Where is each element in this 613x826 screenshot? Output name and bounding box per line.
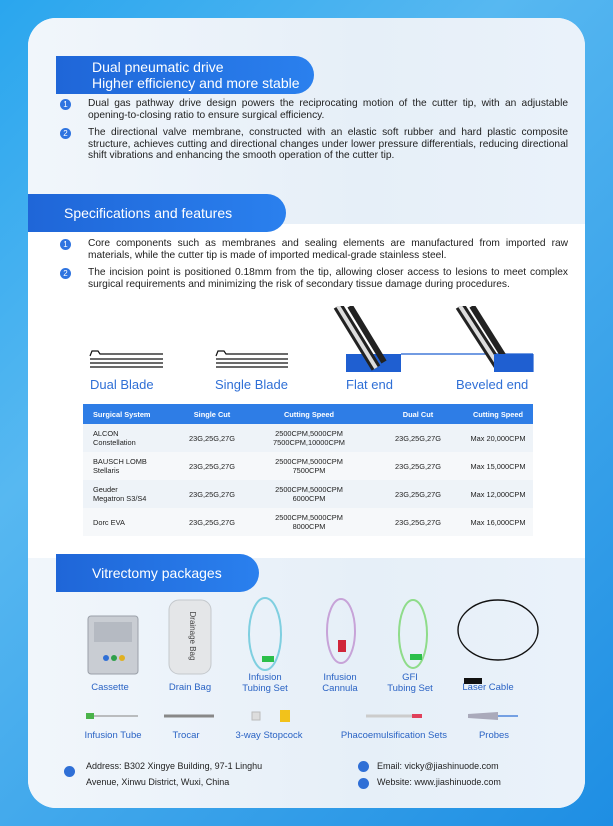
cell-dual: 23G,25G,27G bbox=[373, 424, 463, 452]
pkg-gfi-tubing bbox=[378, 672, 442, 694]
address bbox=[86, 758, 262, 790]
section2-bullets bbox=[60, 238, 568, 296]
stopcock-image bbox=[252, 710, 290, 722]
number-badge: 2 bbox=[60, 268, 71, 279]
label-dual-blade: Dual Blade bbox=[90, 377, 154, 392]
cell-system bbox=[83, 480, 179, 508]
content-card bbox=[28, 18, 585, 808]
section3-title bbox=[56, 554, 259, 592]
website-icon bbox=[358, 778, 369, 789]
pkg-label-line: Drain Bag bbox=[168, 682, 212, 693]
col-header: Surgical System bbox=[83, 404, 179, 424]
website[interactable]: Website: www.jiashinuode.com bbox=[377, 777, 501, 787]
table-row bbox=[83, 424, 533, 452]
cell-single: 23G,25G,27G bbox=[179, 480, 245, 508]
list-item bbox=[60, 267, 568, 290]
infusion-cannula-image bbox=[327, 599, 355, 663]
cell-speed bbox=[245, 480, 373, 508]
system-name: Dorc EVA bbox=[93, 517, 125, 527]
cell-dual: 23G,25G,27G bbox=[373, 508, 463, 536]
pkg-label-line: Laser Cable bbox=[462, 682, 514, 693]
phaco-sets-image bbox=[366, 714, 422, 718]
cell-speed bbox=[245, 452, 373, 480]
location-icon bbox=[64, 766, 75, 777]
pkg-phaco-sets: Phacoemulsification Sets bbox=[340, 730, 448, 741]
system-model: Constellation bbox=[93, 438, 136, 447]
section3-title-text: Vitrectomy packages bbox=[92, 565, 222, 581]
pkg-infusion-tubing bbox=[233, 672, 297, 694]
speed-line: 2500CPM,5000CPM bbox=[275, 513, 343, 522]
spec-table bbox=[83, 404, 533, 536]
drain-bag-image bbox=[169, 600, 211, 674]
pkg-label-line: Tubing Set bbox=[242, 683, 288, 694]
cell-single: 23G,25G,27G bbox=[179, 508, 245, 536]
package-images-row1 bbox=[28, 596, 585, 696]
cell-speed bbox=[245, 508, 373, 536]
table-row bbox=[83, 508, 533, 536]
gfi-tubing-image bbox=[399, 600, 427, 668]
pkg-label-line: Infusion bbox=[248, 672, 282, 683]
infusion-tubing-image bbox=[249, 598, 281, 670]
list-item bbox=[60, 238, 568, 261]
pkg-label-line: Infusion bbox=[323, 672, 357, 683]
cell-system bbox=[83, 452, 179, 480]
cell-dual-speed: Max 12,000CPM bbox=[463, 480, 533, 508]
address-line: Address: B302 Xingye Building, 97-1 Linghu bbox=[86, 761, 263, 771]
pkg-label-line: GFI bbox=[402, 672, 418, 683]
list-item bbox=[60, 98, 568, 121]
section1-bullets bbox=[60, 98, 568, 168]
cassette-image bbox=[88, 616, 138, 674]
speed-line: 2500CPM,5000CPM bbox=[275, 457, 343, 466]
col-header: Cutting Speed bbox=[463, 404, 533, 424]
drain-bag-print-text: Drainage Bag bbox=[188, 611, 197, 661]
section1-title-line1: Dual pneumatic drive bbox=[92, 59, 224, 75]
col-header: Single Cut bbox=[179, 404, 245, 424]
bullet-text: The directional valve membrane, constructed with an elastic soft rubber and hard plastic composite structure, achieves cutting and directional changes under lower pressure differentials, reducing directional shift vibrations and enhancing the smooth operation of the cutter tip. bbox=[88, 127, 568, 162]
pkg-label-line: Cannula bbox=[322, 683, 358, 694]
cell-dual-speed: Max 16,000CPM bbox=[463, 508, 533, 536]
pkg-stopcock: 3-way Stopcock bbox=[235, 730, 303, 741]
system-name: ALCON bbox=[93, 429, 119, 438]
table-row bbox=[83, 452, 533, 480]
cell-system bbox=[83, 508, 179, 536]
section2-title bbox=[28, 194, 286, 232]
pkg-infusion-tube: Infusion Tube bbox=[84, 730, 142, 741]
section2-title-text: Specifications and features bbox=[64, 205, 233, 221]
pkg-laser-cable bbox=[453, 682, 523, 693]
cell-dual-speed: Max 20,000CPM bbox=[463, 424, 533, 452]
cell-dual-speed: Max 15,000CPM bbox=[463, 452, 533, 480]
pkg-label-line: Tubing Set bbox=[387, 683, 433, 694]
speed-line: 7500CPM bbox=[292, 466, 326, 475]
beveled-end-drawing bbox=[460, 306, 533, 372]
label-flat-end: Flat end bbox=[346, 377, 393, 392]
pkg-drain-bag bbox=[158, 682, 222, 693]
pkg-label-line: Cassette bbox=[91, 682, 129, 693]
email-icon bbox=[358, 761, 369, 772]
cell-dual: 23G,25G,27G bbox=[373, 480, 463, 508]
blade-illustrations bbox=[28, 306, 585, 376]
section1-title-line2: Higher efficiency and more stable bbox=[92, 75, 300, 91]
address-line: Avenue, Xinwu District, Wuxi, China bbox=[86, 777, 230, 787]
number-badge: 1 bbox=[60, 239, 71, 250]
bullet-text: Dual gas pathway drive design powers the reciprocating motion of the cutter tip, with an adjustable opening-to-closing ratio to ensure surgical efficiency. bbox=[88, 98, 568, 121]
bullet-text: Core components such as membranes and sealing elements are manufactured from imported raw materials, while the cutter tip is made of imported medical-grade stainless steel. bbox=[88, 238, 568, 261]
pkg-trocar: Trocar bbox=[172, 730, 200, 741]
table-header-row bbox=[83, 404, 533, 424]
speed-line: 2500CPM,5000CPM bbox=[275, 429, 343, 438]
pkg-infusion-cannula bbox=[308, 672, 372, 694]
speed-line: 7500CPM,10000CPM bbox=[273, 438, 345, 447]
pkg-cassette bbox=[78, 682, 142, 693]
label-single-blade: Single Blade bbox=[215, 377, 288, 392]
speed-line: 2500CPM,5000CPM bbox=[275, 485, 343, 494]
col-header: Dual Cut bbox=[373, 404, 463, 424]
section1-title bbox=[56, 56, 314, 94]
infusion-tube-image bbox=[86, 713, 138, 719]
cell-dual: 23G,25G,27G bbox=[373, 452, 463, 480]
system-name: Geuder bbox=[93, 485, 118, 494]
speed-line: 6000CPM bbox=[292, 494, 326, 503]
single-blade-drawing bbox=[216, 351, 288, 367]
pkg-probes: Probes bbox=[478, 730, 510, 741]
laser-cable-image bbox=[458, 600, 538, 684]
cell-single: 23G,25G,27G bbox=[179, 424, 245, 452]
label-beveled-end: Beveled end bbox=[456, 377, 529, 392]
col-header: Cutting Speed bbox=[245, 404, 373, 424]
list-item bbox=[60, 127, 568, 162]
speed-line: 8000CPM bbox=[292, 522, 326, 531]
system-model: Stellaris bbox=[93, 466, 120, 475]
system-model: Megatron S3/S4 bbox=[93, 494, 147, 503]
email[interactable]: Email: vicky@jiashinuode.com bbox=[377, 761, 499, 771]
cell-single: 23G,25G,27G bbox=[179, 452, 245, 480]
system-name: BAUSCH LOMB bbox=[93, 457, 147, 466]
bullet-text: The incision point is positioned 0.18mm from the tip, allowing closer access to lesions to meet complex surgical requirements and minimizing the risk of secondary tissue damage during procedures. bbox=[88, 267, 568, 290]
cell-system bbox=[83, 424, 179, 452]
cell-speed bbox=[245, 424, 373, 452]
dual-blade-drawing bbox=[90, 351, 163, 367]
package-images-row2 bbox=[28, 704, 585, 728]
table-row bbox=[83, 480, 533, 508]
number-badge: 1 bbox=[60, 99, 71, 110]
number-badge: 2 bbox=[60, 128, 71, 139]
probes-image bbox=[468, 712, 518, 720]
